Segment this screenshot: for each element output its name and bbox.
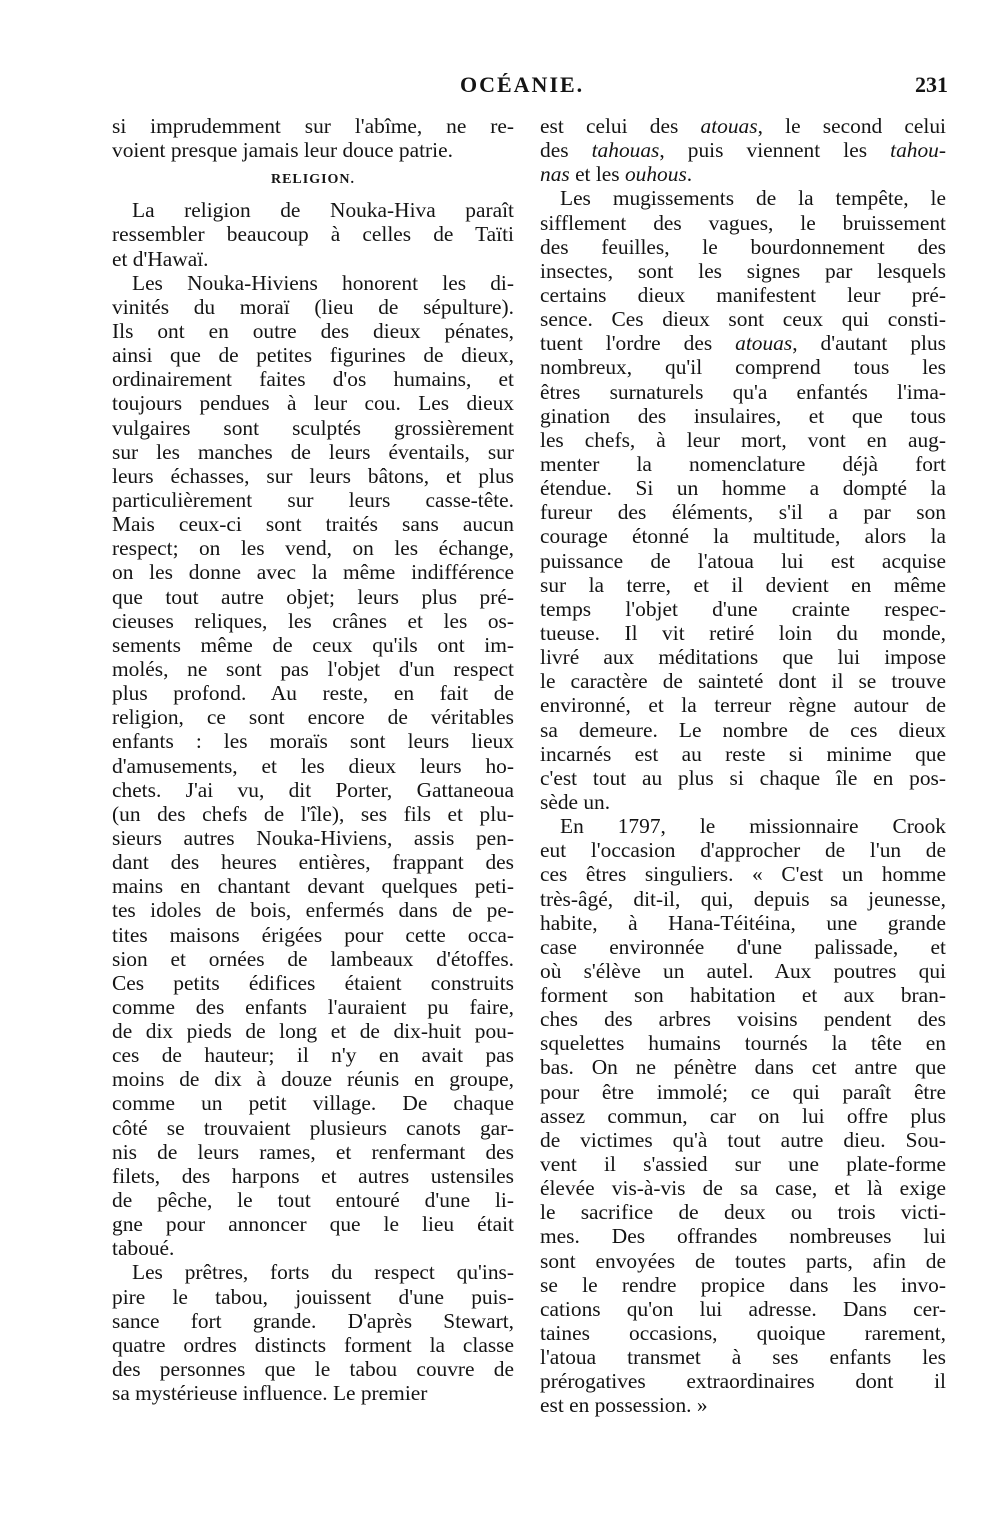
- text-line: filets, des harpons et autres ustensiles: [112, 1163, 514, 1188]
- text-line: [540, 1031, 946, 1055]
- text-line: dant des heures entières, frappant des: [112, 850, 514, 875]
- text-line: [540, 1055, 946, 1079]
- text-line: [540, 307, 946, 331]
- text-line: d'amusements, et les dieux leurs ho-: [112, 753, 514, 778]
- text-run: ches des arbres voisins pendent des: [540, 1007, 946, 1032]
- text-run: sont envoyées de toutes parts, afin de: [540, 1248, 946, 1273]
- text-line: Mais ceux-ci sont traités sans aucun: [112, 512, 514, 537]
- text-line: que tout autre objet; leurs plus pré-: [112, 584, 514, 609]
- text-run: êtres surnaturels qu'a enfantés l'ima-: [540, 379, 946, 404]
- page-header: [0, 72, 1000, 102]
- paragraph: [540, 186, 946, 814]
- text-run: pour être immolé; ce qui paraît être: [540, 1079, 946, 1104]
- text-run: incarnés est au reste si minime que: [540, 741, 946, 766]
- text-line: [540, 259, 946, 283]
- text-line: Les Nouka-Hiviens honorent les di-: [132, 270, 514, 295]
- text-run: assez commun, car on lui offre plus: [540, 1103, 946, 1128]
- text-line: [540, 1200, 946, 1224]
- paragraph: [112, 271, 514, 1261]
- text-line: [540, 549, 946, 573]
- text-run: le sacrifice de deux ou trois victi-: [540, 1200, 946, 1225]
- text-line: [540, 1297, 946, 1321]
- text-line: [540, 1249, 946, 1273]
- text-run: environné, et la terreur règne autour de: [540, 693, 946, 718]
- text-line: [540, 935, 946, 959]
- text-run: élevée vis-à-vis de sa case, et là exige: [540, 1176, 946, 1201]
- text-line: [540, 862, 946, 886]
- text-run: cations qu'on lui adresse. Dans cer-: [540, 1296, 946, 1321]
- text-line: [540, 1345, 946, 1369]
- text-line: leurs échasses, sur leurs bâtons, et plus: [112, 463, 514, 488]
- text-run: sède un.: [540, 789, 611, 814]
- text-line: [540, 573, 946, 597]
- text-line: [540, 162, 946, 186]
- text-run: vent il s'assied sur une plate-forme: [540, 1152, 946, 1177]
- text-line: [540, 597, 946, 621]
- text-line: respect; on les vend, on les échange,: [112, 536, 514, 561]
- text-line: [540, 380, 946, 404]
- text-line: tes idoles de bois, enfermés dans de pe-: [112, 898, 514, 923]
- text-line: de dix pieds de long et de dix-huit pou-: [112, 1019, 514, 1044]
- text-line: Les prêtres, forts du respect qu'ins-: [132, 1260, 514, 1285]
- text-line: [540, 138, 946, 162]
- text-line: [540, 790, 946, 814]
- text-line: [540, 235, 946, 259]
- text-line: sa mystérieuse influence. Le premier: [112, 1381, 428, 1406]
- text-line: [540, 766, 946, 790]
- text-line: ces de hauteur; il n'y en avait pas: [112, 1043, 514, 1068]
- text-line: [540, 1007, 946, 1031]
- text-line: [540, 621, 946, 645]
- text-line: sieurs autres Nouka-Hiviens, assis pen-: [112, 825, 514, 850]
- text-line: si imprudemment sur l'abîme, ne re-: [112, 114, 514, 138]
- italic-term: atouas: [735, 331, 793, 356]
- text-line: quatre ordres distincts forment la classe: [112, 1332, 514, 1357]
- text-line: sance fort grande. D'après Stewart,: [112, 1308, 514, 1333]
- text-line: [540, 428, 946, 452]
- text-line: La religion de Nouka-Hiva paraît: [132, 198, 514, 223]
- text-line: comme des enfants l'auraient pu faire,: [112, 994, 514, 1019]
- text-line: comme un petit village. De chaque: [112, 1091, 514, 1116]
- italic-term: nas: [540, 162, 570, 187]
- text-line: [540, 114, 946, 138]
- text-line: mains en chantant devant quelques peti-: [112, 874, 514, 899]
- text-run: fureur des éléments, s'il a par son: [540, 500, 946, 525]
- text-line: [540, 1152, 946, 1176]
- text-run: .: [686, 162, 693, 187]
- text-line: on les donne avec la même indifférence: [112, 560, 514, 585]
- text-line: [540, 1273, 946, 1297]
- text-run: ces êtres singuliers. « C'est un homme: [540, 862, 946, 887]
- text-run: est celui des: [540, 114, 701, 138]
- text-line: [540, 1080, 946, 1104]
- text-line: et d'Hawaï.: [112, 246, 209, 271]
- text-line: [540, 814, 946, 838]
- text-line: [540, 331, 946, 355]
- text-line: [540, 742, 946, 766]
- text-run: où s'élève un autel. Aux poutres qui: [540, 958, 946, 983]
- text-line: tites maisons érigées pour cette occa-: [112, 922, 514, 947]
- text-line: vinités du moraï (lieu de sépulture).: [112, 294, 514, 319]
- text-line: [540, 355, 946, 379]
- text-run: et les: [569, 162, 625, 187]
- text-line: taboué.: [112, 1236, 175, 1261]
- text-run: eut l'occasion d'approcher de l'un de: [540, 838, 946, 863]
- text-run: l'atoua transmet à ses enfants les: [540, 1345, 946, 1370]
- text-line: [540, 1176, 946, 1200]
- text-run: taines occasions, quoique rarement,: [540, 1321, 946, 1346]
- text-line: des personnes que le tabou couvre de: [112, 1357, 514, 1382]
- text-run: , d'autant plus: [792, 331, 946, 356]
- left-column: [112, 114, 514, 1405]
- text-line: cieuses reliques, les crânes et les os-: [112, 608, 514, 633]
- paragraph: [112, 1260, 514, 1405]
- text-line: plus profond. Au reste, en fait de: [112, 681, 514, 706]
- text-line: de pêche, le tout entouré d'une li-: [112, 1188, 514, 1213]
- text-line: ordinairement faites d'os humains, et: [112, 367, 514, 392]
- italic-term: tahouas: [591, 138, 660, 163]
- text-run: temps l'objet d'une crainte respec-: [540, 596, 946, 621]
- italic-term: atouas: [700, 114, 758, 138]
- text-line: [540, 983, 946, 1007]
- text-line: [540, 1128, 946, 1152]
- text-run: certains dieux manifestent leur pré-: [540, 282, 946, 307]
- running-title: OCÉANIE.: [460, 72, 585, 97]
- text-run: de victimes qu'à tout autre dieu. Sou-: [540, 1127, 946, 1152]
- text-run: puissance de l'atoua lui est acquise: [540, 548, 946, 573]
- text-run: tuent l'ordre des: [540, 331, 736, 356]
- text-line: ainsi que de petites figurines de dieux,: [112, 343, 514, 368]
- text-run: des feuilles, le bourdonnement des: [540, 234, 946, 259]
- text-line: [540, 718, 946, 742]
- text-line: pire le tabou, jouissent d'une puis-: [112, 1284, 514, 1309]
- text-run: nombreux, qu'il comprend tous les: [540, 355, 946, 380]
- text-run: courage étonné la multitude, alors la: [540, 524, 946, 549]
- text-run: c'est tout au plus si chaque île en pos-: [540, 765, 946, 790]
- text-run: livré aux méditations que lui impose: [540, 645, 946, 670]
- text-line: [540, 838, 946, 862]
- text-line: vulgaires sont sculptés grossièrement: [112, 415, 514, 440]
- italic-term: ouhous: [624, 162, 687, 187]
- text-run: sur la terre, et il devient en même: [540, 572, 946, 597]
- text-line: (un des chefs de l'île), ses fils et plu-: [112, 801, 514, 826]
- text-line: [540, 452, 946, 476]
- text-run: Les mugissements de la tempête, le: [560, 186, 946, 211]
- text-line: [540, 283, 946, 307]
- text-run: sifflement des vagues, le bruissement: [540, 210, 946, 235]
- paragraph: [112, 198, 514, 270]
- text-run: mes. Des offrandes nombreuses lui: [540, 1224, 946, 1249]
- text-line: ressembler beaucoup à celles de Taïti: [112, 222, 514, 247]
- text-line: molés, ne sont pas l'objet d'un respect: [112, 656, 514, 681]
- text-run: bas. On ne pénètre dans cet antre que: [540, 1055, 946, 1080]
- text-line: [540, 645, 946, 669]
- text-line: [540, 1104, 946, 1128]
- text-line: [540, 669, 946, 693]
- text-line: [540, 693, 946, 717]
- text-run: des: [540, 138, 592, 163]
- text-run: case environnée d'une palissade, et: [540, 934, 946, 959]
- text-line: côté se trouvaient plusieurs canots gar-: [112, 1115, 514, 1140]
- text-line: particulièrement sur leurs casse-tête.: [112, 487, 514, 512]
- text-line: [540, 911, 946, 935]
- text-run: En 1797, le missionnaire Crook: [560, 814, 946, 839]
- text-run: forment son habitation et aux bran-: [540, 983, 946, 1008]
- text-run: est en possession. »: [540, 1393, 708, 1418]
- text-run: tueuse. Il vit retiré loin du monde,: [540, 620, 946, 645]
- text-line: [540, 186, 946, 210]
- text-line: Ces petits édifices étaient construits: [112, 970, 514, 995]
- text-line: [540, 500, 946, 524]
- text-line: religion, ce sont encore de véritables: [112, 705, 514, 730]
- text-line: sements même de ceux qu'ils ont im-: [112, 632, 514, 657]
- text-run: prérogatives extraordinaires dont il: [540, 1369, 946, 1394]
- text-line: nis de leurs rames, et renfermant des: [112, 1139, 514, 1164]
- text-run: sence. Ces dieux sont ceux qui consti-: [540, 307, 946, 332]
- italic-term: tahou-: [890, 138, 946, 163]
- section-heading: RELIGION.: [270, 172, 356, 188]
- text-line: chets. J'ai vu, dit Porter, Gattaneoua: [112, 777, 514, 802]
- text-run: se le rendre propice dans les invo-: [540, 1272, 946, 1297]
- text-run: les chefs, à leur mort, vont en aug-: [540, 427, 946, 452]
- text-line: [540, 1393, 946, 1417]
- text-run: menter la nomenclature déjà fort: [540, 451, 946, 476]
- text-run: , le second celui: [757, 114, 946, 138]
- text-run: étendue. Si un homme a dompté la: [540, 476, 946, 501]
- text-line: [540, 959, 946, 983]
- text-line: [540, 887, 946, 911]
- text-line: enfants : les moraïs sont leurs lieux: [112, 729, 514, 754]
- paragraph: [540, 114, 946, 186]
- text-run: sa demeure. Le nombre de ces dieux: [540, 717, 946, 742]
- text-run: gination des insulaires, et que tous: [540, 403, 946, 428]
- text-line: [540, 524, 946, 548]
- text-run: squelettes humains tournés la tête en: [540, 1031, 946, 1056]
- text-run: habite, à Hana-Téitéina, une grande: [540, 910, 946, 935]
- text-line: [540, 1321, 946, 1345]
- paragraph: [540, 814, 946, 1418]
- text-line: [540, 1369, 946, 1393]
- text-line: moins de dix à douze réunis en groupe,: [112, 1067, 514, 1092]
- text-line: gne pour annoncer que le lieu était: [112, 1212, 514, 1237]
- text-line: toujours pendues à leur cou. Les dieux: [112, 391, 514, 416]
- text-line: [540, 1224, 946, 1248]
- right-column: [540, 114, 946, 1418]
- text-line: sur les manches de leurs éventails, sur: [112, 439, 514, 464]
- text-run: très-âgé, dit-il, qui, depuis sa jeunesse,: [540, 886, 946, 911]
- text-run: insectes, sont les signes par lesquels: [540, 258, 946, 283]
- text-line: [540, 404, 946, 428]
- text-line: Ils ont en outre des dieux pénates,: [112, 318, 514, 343]
- text-run: le caractère de sainteté dont il se trouve: [540, 669, 946, 694]
- text-line: sion et ornées de lambeaux d'étoffes.: [112, 946, 514, 971]
- text-line: voient presque jamais leur douce patrie.: [112, 138, 453, 163]
- page-number: 231: [915, 72, 948, 97]
- text-line: [540, 211, 946, 235]
- text-line: [540, 476, 946, 500]
- text-run: , puis viennent les: [659, 138, 891, 163]
